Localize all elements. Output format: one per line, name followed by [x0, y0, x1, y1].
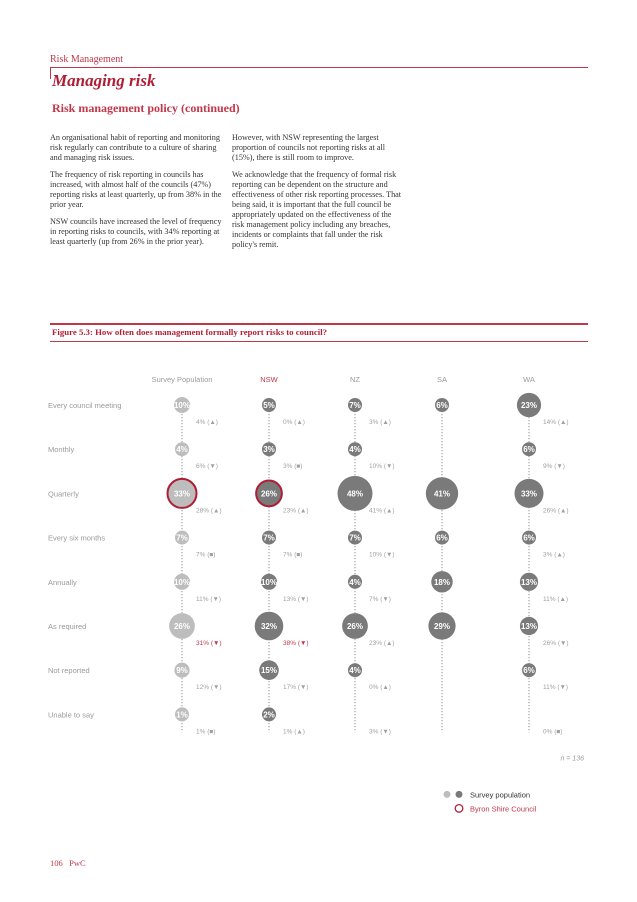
prior-year-label: 1% (■) [196, 728, 216, 736]
page-number: 106 [50, 858, 63, 868]
column-header: NZ [350, 375, 360, 384]
page-title: Managing risk [52, 71, 156, 90]
bubble-value-label: 10% [173, 577, 191, 587]
header-rule [50, 67, 588, 68]
column-header: Survey Population [151, 375, 213, 384]
paragraph: However, with NSW representing the largest proportion of councils not reporting risks at all (15%), there is still room to improve. [232, 133, 386, 162]
bubble-value-label: 15% [260, 666, 278, 676]
paragraph: We acknowledge that the frequency of formal risk reporting can be dependent on the structure and effectiveness of other risk reporting processes. That being said, it is important that the full council be appropriately updated on the effectiveness of the risk management policy including any breaches, incidents or complaints that fall under the risk policy's remit. [232, 170, 402, 249]
prior-year-label: 4% (▲) [196, 419, 218, 426]
bubble-value-label: 29% [433, 622, 451, 631]
header-tick [50, 67, 51, 79]
row-label: Quarterly [48, 489, 79, 499]
bubble-value-label: 6% [436, 401, 448, 410]
bubble-value-label: 6% [523, 533, 535, 543]
prior-year-label: 10% (▼) [369, 463, 395, 471]
bubble-value-label: 10% [173, 401, 191, 410]
sample-size-note: n = 136 [560, 755, 584, 763]
section-subtitle: Risk management policy (continued) [52, 101, 240, 115]
bubble-value-label: 33% [520, 489, 538, 499]
bubble-value-label: 4% [349, 577, 361, 587]
bubble-value-label: 4% [349, 666, 361, 676]
legend-label: Byron Shire Council [470, 804, 537, 814]
bubble-value-label: 1% [176, 710, 188, 720]
prior-year-label: 38% (▼) [283, 640, 309, 647]
prior-year-label: 0% (■) [543, 728, 563, 736]
bubble-value-label: 48% [346, 489, 364, 499]
prior-year-label: 26% (▲) [543, 507, 569, 515]
body-column-right [232, 133, 404, 257]
prior-year-label: 31% (▼) [196, 640, 222, 647]
bubble-value-label: 7% [176, 533, 188, 543]
brand-name: PwC [69, 858, 86, 868]
bubble-value-label: 41% [433, 489, 451, 499]
bubble-value-label: 13% [520, 622, 538, 631]
paragraph: An organisational habit of reporting and monitoring risk regularly can contribute to a culture of sharing and managing risk issues. [50, 133, 220, 162]
prior-year-label: 3% (▼) [369, 728, 391, 736]
row-label: Annually [48, 577, 77, 587]
prior-year-label: 13% (▼) [283, 595, 309, 603]
prior-year-label: 9% (▼) [543, 463, 565, 471]
prior-year-label: 1% (▲) [283, 728, 305, 736]
legend-council-swatch [455, 805, 463, 813]
prior-year-label: 6% (▼) [196, 463, 218, 471]
column-header: NSW [260, 375, 278, 384]
figure-rule-bottom [50, 341, 588, 342]
bubble-value-label: 4% [349, 445, 361, 455]
bubble-value-label: 33% [173, 489, 191, 499]
prior-year-label: 12% (▼) [196, 684, 222, 692]
row-label: Every council meeting [48, 401, 122, 410]
section-label: Risk Management [50, 54, 124, 65]
legend-survey-swatch-dark [456, 791, 463, 798]
bubble-value-label: 9% [176, 666, 188, 676]
bubble-value-label: 3% [263, 445, 275, 455]
prior-year-label: 11% (▲) [543, 595, 569, 603]
row-label: Every six months [48, 533, 106, 543]
bubble-value-label: 2% [263, 710, 275, 720]
bubble-value-label: 4% [176, 445, 188, 455]
bubble-value-label: 18% [433, 577, 451, 587]
paragraph: NSW councils have increased the level of frequency in reporting risks to councils, with 34% reporting at least quarterly (up from 26% in the prior year). [50, 217, 222, 246]
prior-year-label: 17% (▼) [283, 684, 309, 692]
row-label: As required [48, 622, 87, 631]
paragraph: The frequency of risk reporting in councils has increased, with almost half of the councils (47%) reporting risks at least quarterly, up from 38% in the prior year. [50, 170, 222, 209]
prior-year-label: 3% (■) [283, 463, 303, 471]
prior-year-label: 23% (▲) [283, 507, 309, 515]
bubble-value-label: 23% [520, 401, 538, 410]
bubble-value-label: 26% [260, 489, 278, 499]
prior-year-label: 23% (▲) [369, 640, 395, 647]
prior-year-label: 11% (▼) [543, 684, 569, 692]
bubble-value-label: 32% [260, 622, 278, 631]
row-label: Monthly [48, 445, 75, 455]
prior-year-label: 3% (▲) [369, 419, 391, 426]
bubble-value-label: 10% [260, 577, 278, 587]
prior-year-label: 0% (▲) [369, 684, 391, 692]
bubble-value-label: 6% [436, 533, 448, 543]
body-column-left [50, 133, 222, 254]
prior-year-label: 10% (▼) [369, 551, 395, 559]
legend-survey-swatch-light [444, 791, 451, 798]
legend-label: Survey population [470, 790, 531, 800]
prior-year-label: 28% (▲) [196, 507, 222, 515]
bubble-value-label: 26% [346, 622, 364, 631]
prior-year-label: 41% (▲) [369, 507, 395, 515]
column-header: WA [523, 375, 535, 384]
bubble-value-label: 7% [349, 533, 361, 543]
figure-title: Figure 5.3: How often does management formally report risks to council? [52, 327, 328, 337]
prior-year-label: 7% (■) [283, 551, 303, 559]
prior-year-label: 7% (▼) [369, 595, 391, 603]
figure-rule-top [50, 323, 588, 325]
bubble-value-label: 26% [173, 622, 191, 631]
bubble-chart [0, 360, 637, 830]
column-header: SA [436, 375, 448, 384]
prior-year-label: 11% (▼) [196, 595, 222, 603]
prior-year-label: 26% (▼) [543, 640, 569, 647]
bubble-value-label: 7% [349, 401, 361, 410]
bubble-value-label: 5% [263, 401, 275, 410]
prior-year-label: 0% (▲) [283, 419, 305, 426]
bubble-value-label: 13% [520, 577, 538, 587]
prior-year-label: 14% (▲) [543, 419, 569, 426]
page-footer [50, 858, 86, 868]
bubble-value-label: 6% [523, 445, 535, 455]
bubble-value-label: 6% [523, 666, 535, 676]
prior-year-label: 7% (■) [196, 551, 216, 559]
row-label: Unable to say [48, 710, 94, 720]
prior-year-label: 3% (▲) [543, 551, 565, 559]
bubble-value-label: 7% [263, 533, 275, 543]
row-label: Not reported [48, 666, 90, 676]
